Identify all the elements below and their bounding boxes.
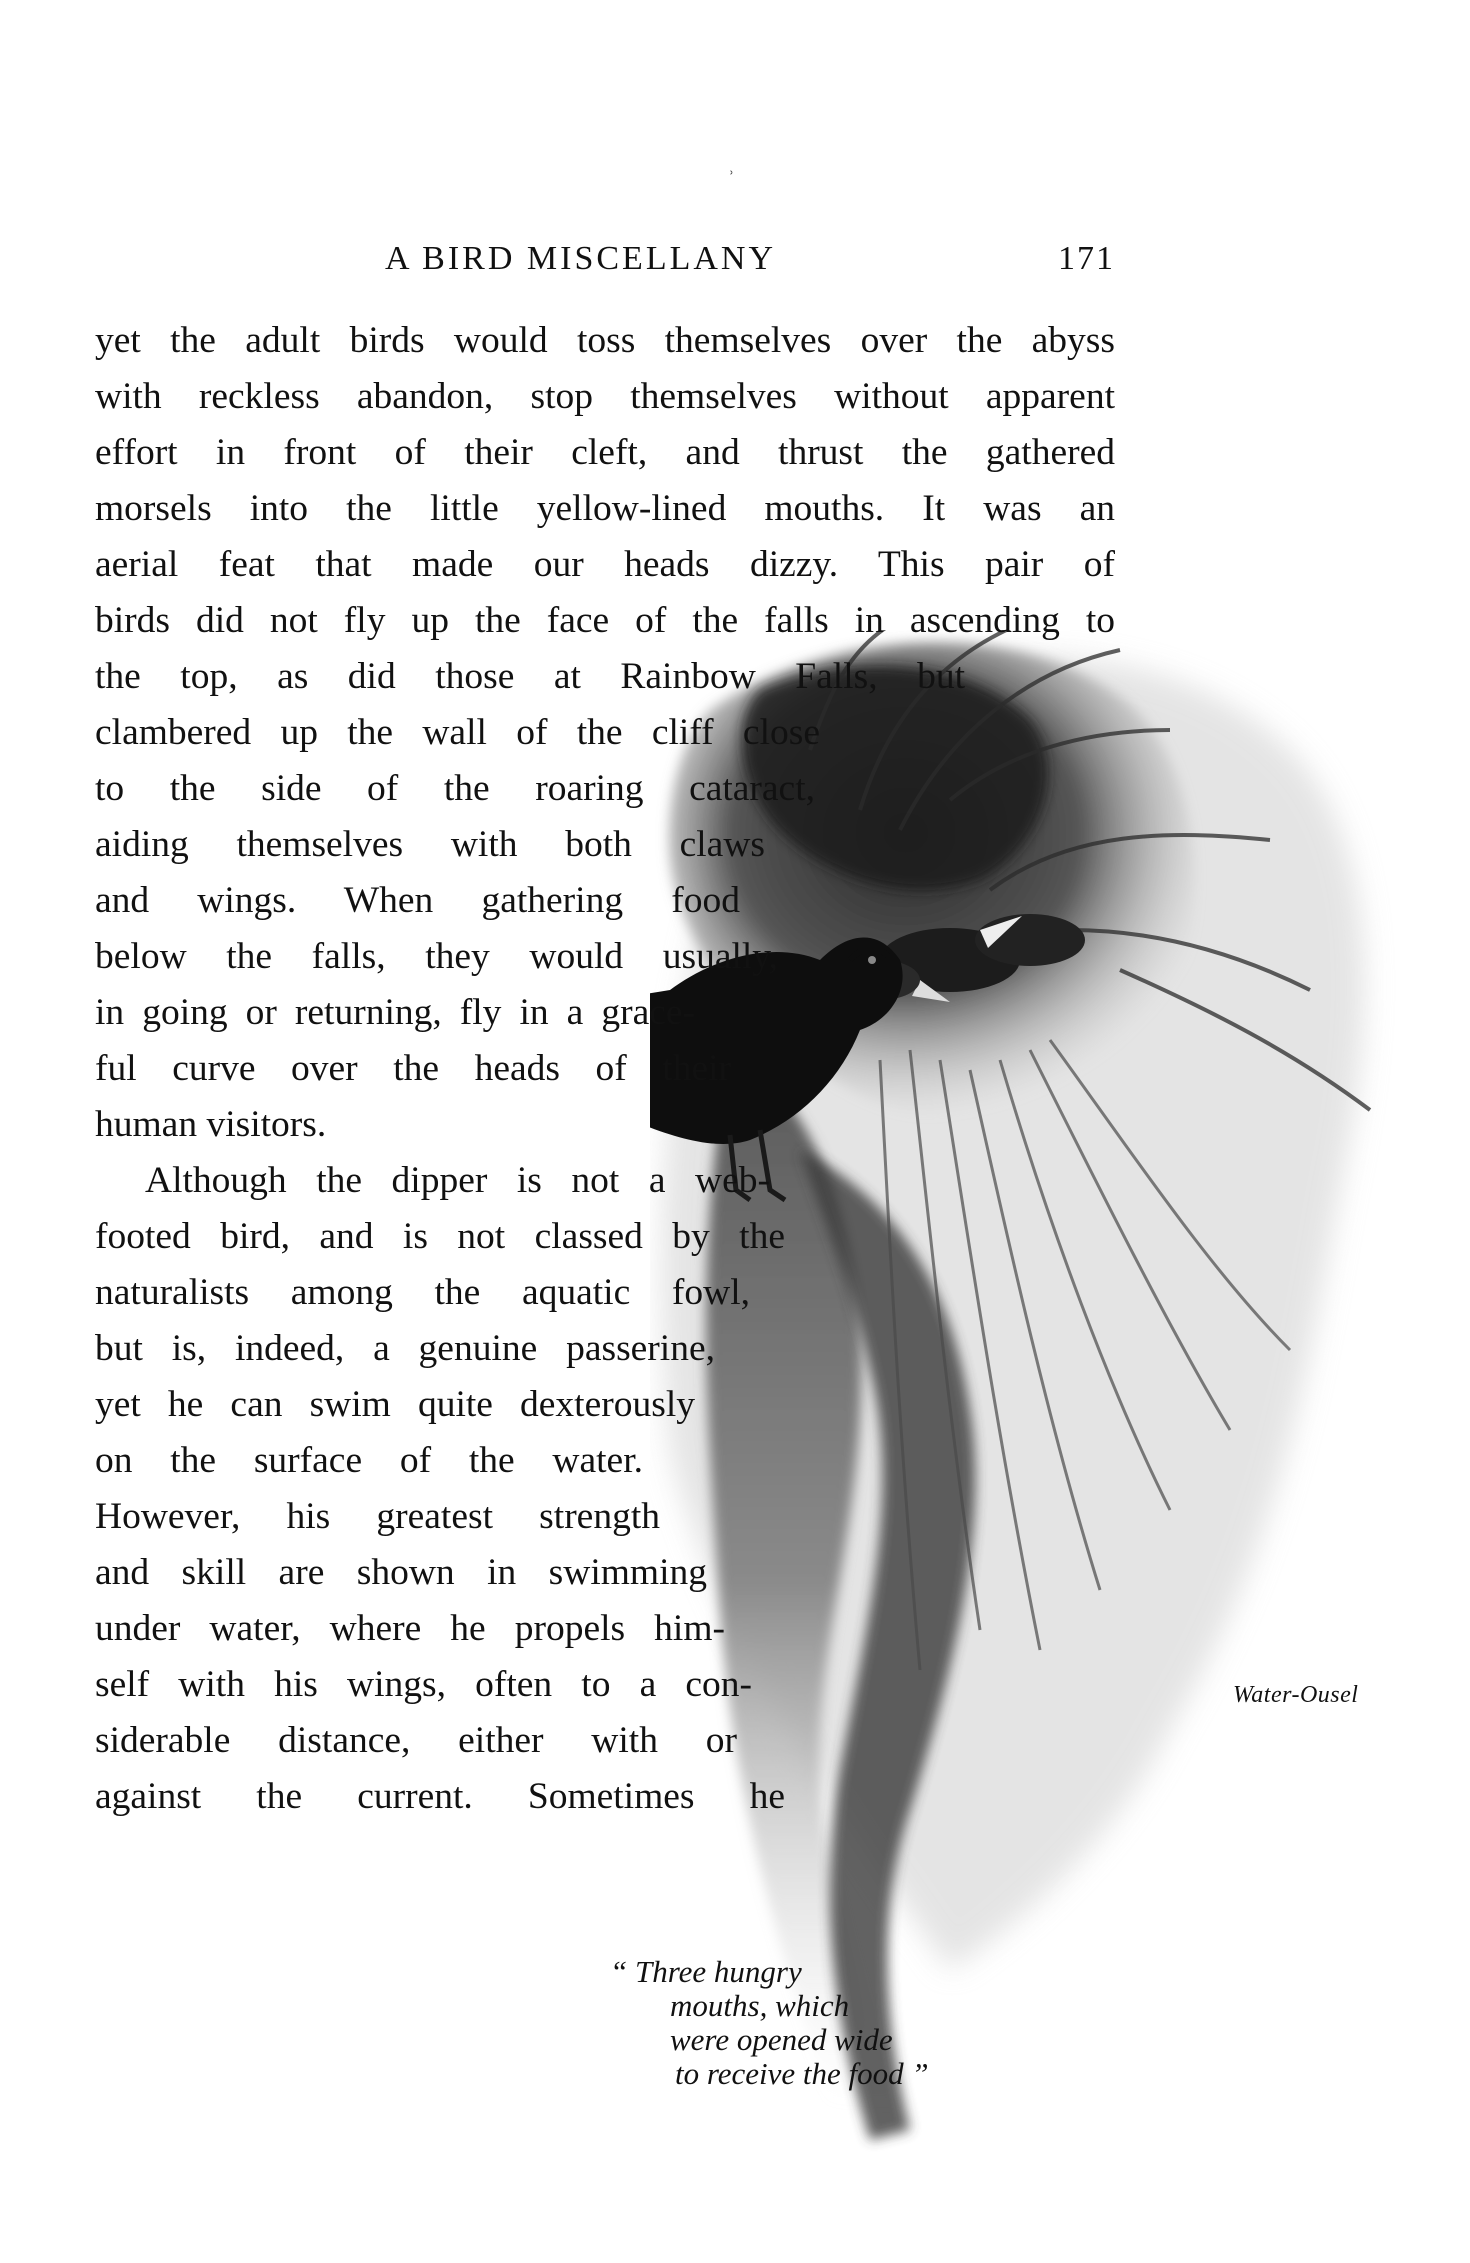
text-line-14: ful curve over the heads of their — [95, 1048, 731, 1089]
page-number: 171 — [1058, 240, 1115, 277]
text-line-8: clambered up the wall of the cliff close — [95, 712, 820, 753]
quote-caption-line-1: “ Three hungry — [610, 1954, 802, 1989]
text-line-3: effort in front of their cleft, and thrust the gathered — [95, 432, 1115, 473]
stray-mark: ʾ — [728, 168, 735, 190]
text-line-22: However, his greatest strength — [95, 1496, 660, 1537]
text-line-21: on the surface of the water. — [95, 1440, 643, 1481]
text-line-24: under water, where he propels him- — [95, 1608, 725, 1649]
side-caption: Water-Ousel — [1233, 1682, 1359, 1708]
text-line-1: yet the adult birds would toss themselves over the abyss — [95, 320, 1115, 361]
quote-caption-line-4: to receive the food ” — [675, 2056, 929, 2091]
quote-caption-line-2: mouths, which — [670, 1988, 850, 2023]
text-line-16: Although the dipper is not a web- — [145, 1160, 770, 1201]
text-line-25: self with his wings, often to a con- — [95, 1664, 752, 1705]
page-header — [95, 240, 1115, 290]
text-line-9: to the side of the roaring cataract, — [95, 768, 815, 809]
running-head: A BIRD MISCELLANY — [385, 240, 777, 277]
text-line-23: and skill are shown in swimming — [95, 1552, 707, 1593]
text-line-18: naturalists among the aquatic fowl, — [95, 1272, 750, 1313]
text-line-11: and wings. When gathering food — [95, 880, 740, 921]
text-line-27: against the current. Sometimes he — [95, 1776, 785, 1817]
quote-caption — [610, 1955, 970, 2091]
text-line-13: in going or returning, fly in a grace- — [95, 992, 695, 1033]
text-line-12: below the falls, they would usually, — [95, 936, 778, 977]
quote-caption-line-3: were opened wide — [670, 2022, 893, 2057]
text-line-15: human visitors. — [95, 1104, 327, 1145]
text-line-2: with reckless abandon, stop themselves without apparent — [95, 376, 1115, 417]
text-line-10: aiding themselves with both claws — [95, 824, 765, 865]
text-line-20: yet he can swim quite dexterously — [95, 1384, 695, 1425]
text-line-19: but is, indeed, a genuine passerine, — [95, 1328, 715, 1369]
text-line-17: footed bird, and is not classed by the — [95, 1216, 785, 1257]
text-line-5: aerial feat that made our heads dizzy. This pair of — [95, 544, 1115, 585]
water-ousel-illustration — [650, 630, 1430, 2170]
text-line-26: siderable distance, either with or — [95, 1720, 737, 1761]
text-line-6: birds did not fly up the face of the falls in ascending to — [95, 600, 1115, 641]
text-line-4: morsels into the little yellow-lined mouths. It was an — [95, 488, 1115, 529]
text-line-7: the top, as did those at Rainbow Falls, but — [95, 656, 965, 697]
